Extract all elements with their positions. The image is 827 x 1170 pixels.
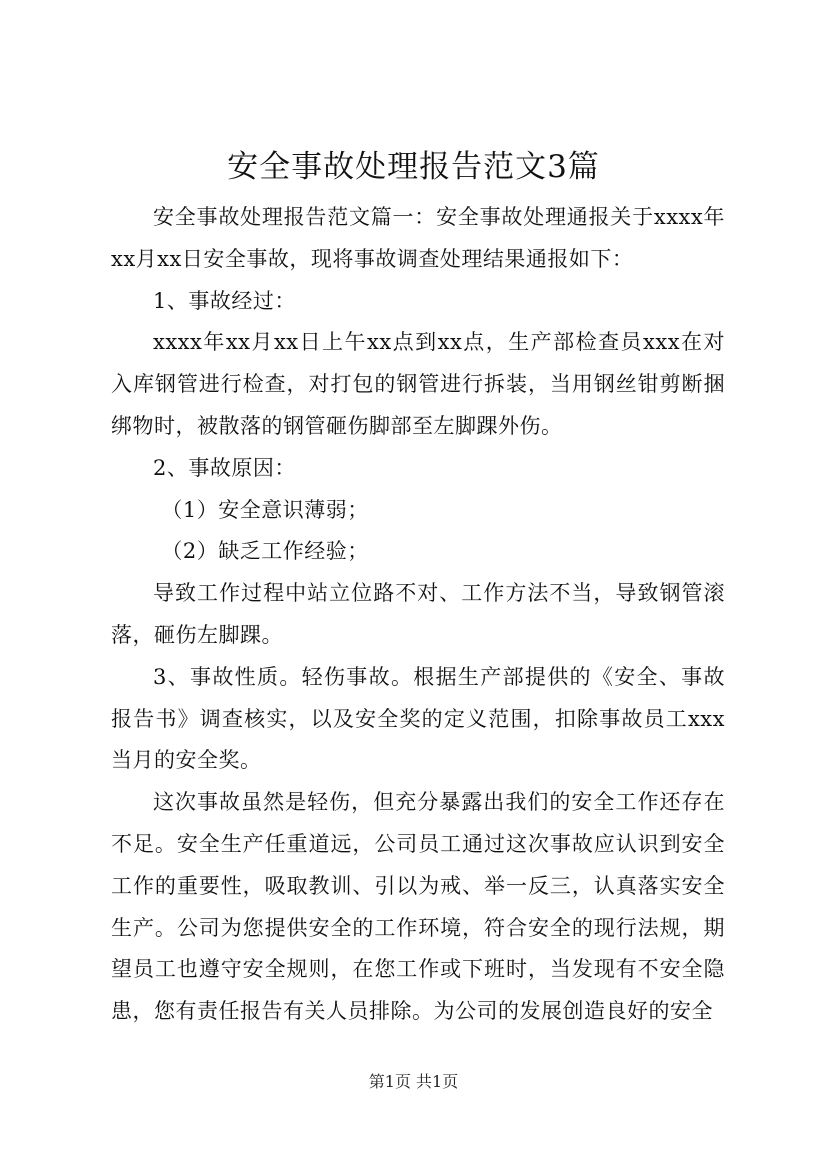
paragraph-heading-cause: 2、事故原因：	[153, 455, 296, 480]
paragraph-cause-1: （1）安全意识薄弱；	[161, 497, 369, 522]
document-body	[111, 197, 725, 1033]
page-number: 第1页 共1页	[368, 1072, 459, 1091]
paragraph-process: xxxx年xx月xx日上午xx点到xx点，生产部检查员xxx在对入库钢管进行检查，对打包的钢管进行拆装，当用钢丝钳剪断捆绑物时，被散落的钢管砸伤脚部至左脚踝外伤。	[111, 330, 725, 438]
paragraph-intro: 安全事故处理报告范文篇一：安全事故处理通报关于xxxx年xx月xx日安全事故，现将事故调查处理结果通报如下：	[111, 205, 725, 271]
paragraph-conclusion: 这次事故虽然是轻伤，但充分暴露出我们的安全工作还存在不足。安全生产任重道远，公司员工通过这次事故应认识到安全工作的重要性，吸取教训、引以为戒、举一反三，认真落实安全生产。公司为您提供安全的工作环境，符合安全的现行法规，期望员工也遵守安全规则，在您工作或下班时，当发现有不安全隐患，您有责任报告有关人员排除。为公司的发展创造良好的安全	[111, 790, 725, 1024]
paragraph-cause-2: （2）缺乏工作经验；	[161, 539, 369, 564]
paragraph-result: 导致工作过程中站立位路不对、工作方法不当，导致钢管滚落，砸伤左脚踝。	[111, 581, 725, 647]
document-title: 安全事故处理报告范文3篇	[227, 149, 600, 185]
paragraph-nature: 3、事故性质。轻伤事故。根据生产部提供的《安全、事故报告书》调查核实，以及安全奖的定义范围，扣除事故员工xxx当月的安全奖。	[111, 664, 725, 773]
paragraph-heading-process: 1、事故经过：	[153, 288, 296, 313]
